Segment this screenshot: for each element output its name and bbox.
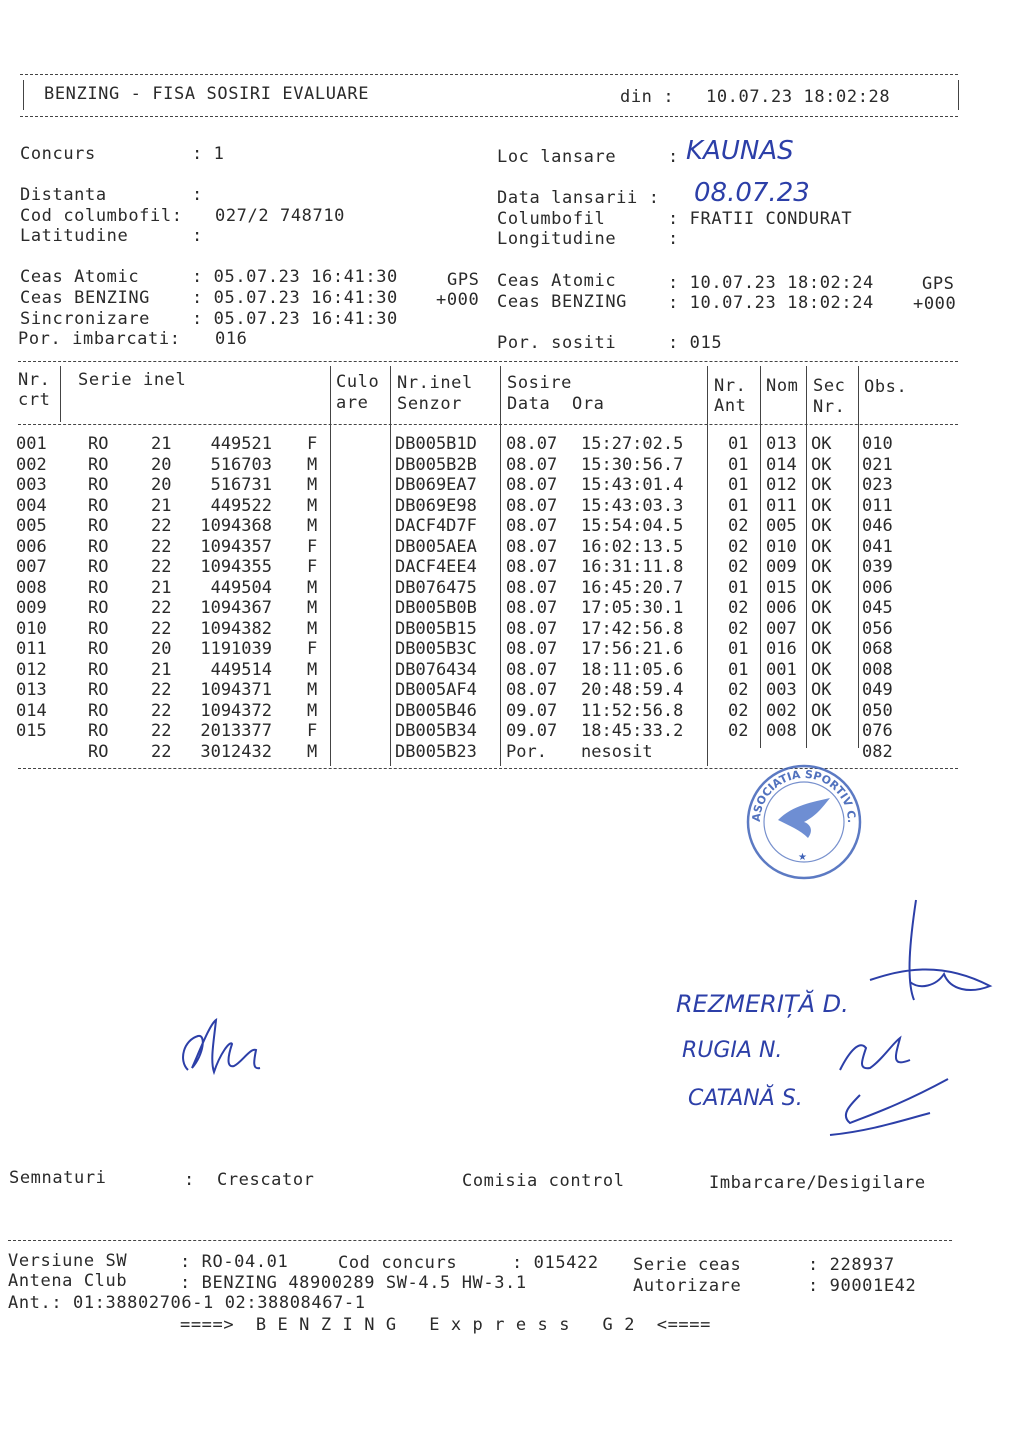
row-antenna: 01 — [728, 495, 749, 516]
row-sex: F — [307, 721, 318, 741]
row-sensor: DB069E98 — [395, 495, 477, 516]
data-lansarii-value: 08.07.23 — [694, 178, 810, 208]
row-country: RO — [88, 618, 109, 639]
row-date: 08.07 — [506, 536, 558, 557]
antena-value: : BENZING 48900289 SW-4.5 HW-3.1 — [180, 1273, 527, 1293]
row-country: RO — [88, 454, 109, 475]
row-sensor: DACF4D7F — [395, 516, 477, 536]
row-obs: 046 — [862, 516, 893, 536]
row-sec: OK — [811, 598, 832, 618]
row-sensor: DB005B3C — [395, 639, 477, 659]
row-time: 17:05:30.1 — [581, 598, 684, 618]
row-year: 22 — [151, 700, 172, 721]
svg-text:★: ★ — [798, 852, 807, 863]
row-year: 21 — [151, 434, 172, 454]
row-sex: M — [307, 680, 318, 700]
row-sec: OK — [811, 639, 832, 659]
row-nom: 015 — [766, 577, 797, 598]
row-ring-number: 3012432 — [200, 741, 272, 762]
row-country: RO — [88, 680, 109, 700]
distanta-label: Distanta — [20, 185, 107, 205]
row-antenna: 02 — [728, 557, 749, 577]
row-nom: 011 — [766, 495, 797, 516]
row-date: 08.07 — [506, 577, 558, 598]
row-ring-number: 449514 — [210, 659, 272, 680]
row-country: RO — [88, 659, 109, 680]
row-country: RO — [88, 577, 109, 598]
row-sec: OK — [811, 577, 832, 598]
row-year: 20 — [151, 475, 172, 495]
row-nr: 004 — [16, 495, 47, 516]
row-year: 22 — [151, 536, 172, 557]
header-nr-inel-2: Senzor — [397, 394, 463, 414]
row-nr: 002 — [16, 454, 47, 475]
row-nom: 016 — [766, 639, 797, 659]
row-sex: M — [307, 454, 318, 475]
signatory-name-2: RUGIA N. — [682, 1038, 783, 1063]
row-nr: 010 — [16, 618, 47, 639]
row-country: RO — [88, 741, 109, 762]
autorizare-value: : 90001E42 — [808, 1276, 917, 1296]
serie-ceas-value: : 228937 — [808, 1255, 895, 1275]
longitudine-label: Longitudine — [497, 229, 617, 249]
left-atomic-suffix: GPS — [447, 270, 480, 290]
row-ring-number: 1094368 — [200, 516, 272, 536]
row-ring-number: 449522 — [210, 495, 272, 516]
crescator-signature — [170, 1010, 280, 1090]
row-sensor: DB005B1D — [395, 434, 477, 454]
row-year: 22 — [151, 618, 172, 639]
row-country: RO — [88, 536, 109, 557]
row-year: 20 — [151, 639, 172, 659]
row-nom: 002 — [766, 700, 797, 721]
row-obs: 050 — [862, 700, 893, 721]
row-date: 08.07 — [506, 516, 558, 536]
imbarcati-value: 016 — [215, 329, 248, 349]
row-obs: 011 — [862, 495, 893, 516]
row-nom: 013 — [766, 434, 797, 454]
row-sensor: DB005AF4 — [395, 680, 477, 700]
table-row — [0, 639, 1024, 660]
row-antenna: 01 — [728, 434, 749, 454]
row-ring-number: 516703 — [210, 454, 272, 475]
row-sensor: DACF4EE4 — [395, 557, 477, 577]
left-benzing-suffix: +000 — [436, 290, 480, 310]
row-antenna: 01 — [728, 475, 749, 495]
row-ring-number: 1094372 — [200, 700, 272, 721]
row-time: 15:54:04.5 — [581, 516, 684, 536]
row-obs: 006 — [862, 577, 893, 598]
row-country: RO — [88, 434, 109, 454]
imbarcati-label: Por. imbarcati: — [18, 329, 181, 349]
sincronizare-value: : 05.07.23 16:41:30 — [192, 309, 398, 329]
footer-top-border — [8, 1240, 952, 1241]
row-year: 21 — [151, 659, 172, 680]
columbofil-label: Columbofil — [497, 209, 606, 229]
crescator-label: Crescator — [217, 1170, 315, 1190]
row-date: 09.07 — [506, 700, 558, 721]
row-obs: 023 — [862, 475, 893, 495]
header-sosire-2: Data Ora — [507, 394, 605, 414]
table-row — [0, 742, 1024, 763]
header-nr-crt-2: crt — [18, 390, 51, 410]
versiune-label: Versiune SW — [8, 1251, 128, 1271]
cod-concurs-label: Cod concurs — [338, 1253, 458, 1273]
row-nr: 007 — [16, 557, 47, 577]
row-sec: OK — [811, 557, 832, 577]
row-nom: 009 — [766, 557, 797, 577]
row-obs: 049 — [862, 680, 893, 700]
row-sensor: DB005B0B — [395, 598, 477, 618]
row-antenna: 01 — [728, 639, 749, 659]
longitudine-value: : — [668, 229, 679, 249]
header-top-border — [20, 74, 958, 75]
versiune-value: : RO-04.01 — [180, 1252, 289, 1272]
loc-lansare-value: KAUNAS — [686, 136, 794, 166]
signatory-name-1: REZMERIȚĂ D. — [676, 990, 849, 1018]
row-obs: 008 — [862, 659, 893, 680]
table-row — [0, 680, 1024, 701]
table-row — [0, 557, 1024, 578]
row-nr: 001 — [16, 434, 47, 454]
row-time: 18:45:33.2 — [581, 721, 684, 741]
row-time: 18:11:05.6 — [581, 659, 684, 680]
signatory-name-3: CATANĂ S. — [688, 1086, 803, 1111]
row-country: RO — [88, 495, 109, 516]
columbofil-value: : FRATII CONDURAT — [668, 209, 853, 229]
data-lansarii-label: Data lansarii : — [497, 188, 660, 208]
row-ring-number: 1191039 — [200, 639, 272, 659]
row-antenna: 02 — [728, 598, 749, 618]
row-obs: 010 — [862, 434, 893, 454]
right-atomic-label: Ceas Atomic — [497, 271, 617, 291]
table-row — [0, 578, 1024, 599]
row-antenna: 02 — [728, 516, 749, 536]
row-year: 22 — [151, 721, 172, 741]
antena-label: Antena Club — [8, 1271, 128, 1291]
row-country: RO — [88, 598, 109, 618]
row-country: RO — [88, 516, 109, 536]
din-value: 10.07.23 18:02:28 — [706, 87, 891, 107]
table-row — [0, 516, 1024, 537]
imbarcare-label: Imbarcare/Desigilare — [709, 1173, 926, 1193]
row-antenna: 02 — [728, 618, 749, 639]
row-date: 08.07 — [506, 639, 558, 659]
loc-lansare-label: Loc lansare — [497, 147, 617, 167]
signature-1 — [840, 890, 1010, 1040]
left-benzing-value: : 05.07.23 16:41:30 — [192, 288, 398, 308]
row-nr: 005 — [16, 516, 47, 536]
row-year: 21 — [151, 577, 172, 598]
row-sec: OK — [811, 454, 832, 475]
autorizare-label: Autorizare — [633, 1276, 742, 1296]
table-row — [0, 598, 1024, 619]
table-row — [0, 475, 1024, 496]
header-obs: Obs. — [864, 377, 908, 397]
row-time: 15:27:02.5 — [581, 434, 684, 454]
row-sensor: DB005B46 — [395, 700, 477, 721]
row-sec: OK — [811, 495, 832, 516]
row-time: 11:52:56.8 — [581, 700, 684, 721]
document-title: BENZING - FISA SOSIRI EVALUARE — [44, 84, 370, 104]
right-benzing-suffix: +000 — [913, 294, 957, 314]
row-sex: F — [307, 536, 318, 557]
row-time: 16:45:20.7 — [581, 577, 684, 598]
table-row — [0, 434, 1024, 455]
table-row — [0, 701, 1024, 722]
col-divider-1 — [60, 366, 61, 422]
header-nr-ant-2: Ant — [714, 396, 747, 416]
concurs-value: : 1 — [192, 144, 225, 164]
signature-2 — [830, 1030, 920, 1080]
row-nom: 007 — [766, 618, 797, 639]
header-culoare-2: are — [336, 393, 369, 413]
row-obs: 021 — [862, 454, 893, 475]
sositi-label: Por. sositi — [497, 333, 617, 353]
row-time: 20:48:59.4 — [581, 680, 684, 700]
left-atomic-value: : 05.07.23 16:41:30 — [192, 267, 398, 287]
row-nom: 006 — [766, 598, 797, 618]
row-nr: 015 — [16, 721, 47, 741]
row-sensor: DB005B23 — [395, 741, 477, 762]
row-antenna: 02 — [728, 700, 749, 721]
header-sosire-1: Sosire — [507, 373, 573, 393]
row-ring-number: 1094357 — [200, 536, 272, 557]
row-nom: 001 — [766, 659, 797, 680]
table-row — [0, 455, 1024, 476]
row-ring-number: 1094355 — [200, 557, 272, 577]
row-sec: OK — [811, 680, 832, 700]
row-antenna: 01 — [728, 659, 749, 680]
row-sensor: DB076434 — [395, 659, 477, 680]
semnaturi-sep: : — [184, 1170, 195, 1190]
row-date: 08.07 — [506, 495, 558, 516]
row-year: 20 — [151, 454, 172, 475]
header-sec-nr-2: Nr. — [813, 397, 846, 417]
row-date: Por. — [506, 741, 547, 762]
header-serie-inel: Serie inel — [78, 370, 187, 390]
row-date: 08.07 — [506, 475, 558, 495]
row-date: 08.07 — [506, 680, 558, 700]
row-sensor: DB005B34 — [395, 721, 477, 741]
row-sec: OK — [811, 700, 832, 721]
row-time: 15:43:03.3 — [581, 495, 684, 516]
header-nr-crt-1: Nr. — [18, 370, 51, 390]
row-date: 08.07 — [506, 598, 558, 618]
header-nr-ant-1: Nr. — [714, 376, 747, 396]
brand-line: ====> B E N Z I N G E x p r e s s G 2 <==== — [180, 1315, 711, 1335]
row-obs: 068 — [862, 639, 893, 659]
left-benzing-label: Ceas BENZING — [20, 288, 151, 308]
row-date: 08.07 — [506, 618, 558, 639]
row-sex: M — [307, 577, 318, 598]
row-time: 16:02:13.5 — [581, 536, 684, 557]
table-row — [0, 619, 1024, 640]
row-obs: 045 — [862, 598, 893, 618]
stamp-text: ASOCIATIA SPORTIV C. — [749, 767, 859, 824]
loc-lansare-sep: : — [668, 147, 679, 167]
row-antenna: 02 — [728, 536, 749, 557]
header-bottom-border — [20, 116, 958, 117]
row-year: 22 — [151, 598, 172, 618]
row-sec: OK — [811, 536, 832, 557]
table-row — [0, 496, 1024, 517]
row-antenna: 02 — [728, 680, 749, 700]
row-sec: OK — [811, 434, 832, 454]
row-obs: 076 — [862, 721, 893, 741]
row-nom: 010 — [766, 536, 797, 557]
row-nr: 013 — [16, 680, 47, 700]
row-sex: F — [307, 639, 318, 659]
row-antenna: 01 — [728, 454, 749, 475]
row-sex: M — [307, 618, 318, 639]
right-atomic-suffix: GPS — [922, 274, 955, 294]
row-ring-number: 2013377 — [200, 721, 272, 741]
row-sensor: DB005B15 — [395, 618, 477, 639]
row-country: RO — [88, 639, 109, 659]
row-time: nesosit — [581, 741, 653, 762]
row-ring-number: 449504 — [210, 577, 272, 598]
header-left-border — [23, 80, 24, 110]
row-nom: 012 — [766, 475, 797, 495]
row-year: 22 — [151, 516, 172, 536]
row-obs: 082 — [862, 741, 893, 762]
row-ring-number: 1094382 — [200, 618, 272, 639]
signature-3 — [820, 1075, 960, 1145]
cod-columbofil-value: 027/2 748710 — [215, 206, 346, 226]
row-date: 08.07 — [506, 434, 558, 454]
row-obs: 041 — [862, 536, 893, 557]
row-ring-number: 1094371 — [200, 680, 272, 700]
row-antenna: 02 — [728, 721, 749, 741]
header-nr-inel-1: Nr.inel — [397, 373, 473, 393]
row-nr: 014 — [16, 700, 47, 721]
row-date: 08.07 — [506, 454, 558, 475]
row-nom: 014 — [766, 454, 797, 475]
association-stamp — [738, 760, 868, 880]
row-nr: 003 — [16, 475, 47, 495]
row-sex: M — [307, 516, 318, 536]
cod-columbofil-label: Cod columbofil: — [20, 206, 183, 226]
row-sensor: DB005AEA — [395, 536, 477, 557]
row-sec: OK — [811, 475, 832, 495]
table-row — [0, 537, 1024, 558]
row-time: 17:42:56.8 — [581, 618, 684, 639]
row-sec: OK — [811, 618, 832, 639]
row-nr: 006 — [16, 536, 47, 557]
serie-ceas-label: Serie ceas — [633, 1255, 742, 1275]
header-right-border — [958, 80, 959, 110]
semnaturi-label: Semnaturi — [9, 1168, 107, 1188]
header-nom: Nom — [766, 376, 799, 396]
row-country: RO — [88, 700, 109, 721]
row-sex: M — [307, 741, 318, 762]
sositi-value: : 015 — [668, 333, 723, 353]
row-sensor: DB076475 — [395, 577, 477, 598]
right-atomic-value: : 10.07.23 18:02:24 — [668, 273, 874, 293]
left-atomic-label: Ceas Atomic — [20, 267, 140, 287]
row-nom: 008 — [766, 721, 797, 741]
cod-concurs-value: : 015422 — [512, 1253, 599, 1273]
row-time: 15:43:01.4 — [581, 475, 684, 495]
row-year: 21 — [151, 495, 172, 516]
row-time: 17:56:21.6 — [581, 639, 684, 659]
row-sex: F — [307, 557, 318, 577]
row-ring-number: 1094367 — [200, 598, 272, 618]
row-date: 08.07 — [506, 659, 558, 680]
row-nr: 011 — [16, 639, 47, 659]
row-nr: 008 — [16, 577, 47, 598]
row-sex: M — [307, 598, 318, 618]
row-year: 22 — [151, 741, 172, 762]
row-obs: 056 — [862, 618, 893, 639]
header-culoare-1: Culo — [336, 372, 380, 392]
row-country: RO — [88, 721, 109, 741]
row-nom: 003 — [766, 680, 797, 700]
latitudine-value: : — [192, 226, 203, 246]
sincronizare-label: Sincronizare — [20, 309, 151, 329]
row-sec: OK — [811, 516, 832, 536]
antenna-ids: Ant.: 01:38802706-1 02:38808467-1 — [8, 1293, 366, 1313]
row-nr: 009 — [16, 598, 47, 618]
row-sex: M — [307, 659, 318, 680]
header-sec-nr-1: Sec — [813, 376, 846, 396]
row-sex: M — [307, 495, 318, 516]
row-nom: 005 — [766, 516, 797, 536]
row-sex: M — [307, 475, 318, 495]
row-time: 16:31:11.8 — [581, 557, 684, 577]
concurs-label: Concurs — [20, 144, 96, 164]
row-date: 09.07 — [506, 721, 558, 741]
row-year: 22 — [151, 557, 172, 577]
row-country: RO — [88, 475, 109, 495]
row-obs: 039 — [862, 557, 893, 577]
dove-icon — [778, 798, 830, 838]
row-sensor: DB005B2B — [395, 454, 477, 475]
right-benzing-value: : 10.07.23 18:02:24 — [668, 293, 874, 313]
row-sec: OK — [811, 721, 832, 741]
row-country: RO — [88, 557, 109, 577]
row-time: 15:30:56.7 — [581, 454, 684, 475]
table-header-separator — [18, 424, 958, 425]
row-nr: 012 — [16, 659, 47, 680]
right-benzing-label: Ceas BENZING — [497, 292, 628, 312]
table-row — [0, 721, 1024, 742]
row-date: 08.07 — [506, 557, 558, 577]
row-ring-number: 516731 — [210, 475, 272, 495]
din-label: din : — [620, 87, 675, 107]
distanta-value: : — [192, 185, 203, 205]
row-ring-number: 449521 — [210, 434, 272, 454]
row-sec: OK — [811, 659, 832, 680]
row-sex: F — [307, 434, 318, 454]
row-sex: M — [307, 700, 318, 721]
latitudine-label: Latitudine — [20, 226, 129, 246]
table-row — [0, 660, 1024, 681]
table-top-border — [18, 361, 958, 362]
row-antenna: 01 — [728, 577, 749, 598]
comisia-control-label: Comisia control — [462, 1171, 625, 1191]
row-year: 22 — [151, 680, 172, 700]
row-sensor: DB069EA7 — [395, 475, 477, 495]
